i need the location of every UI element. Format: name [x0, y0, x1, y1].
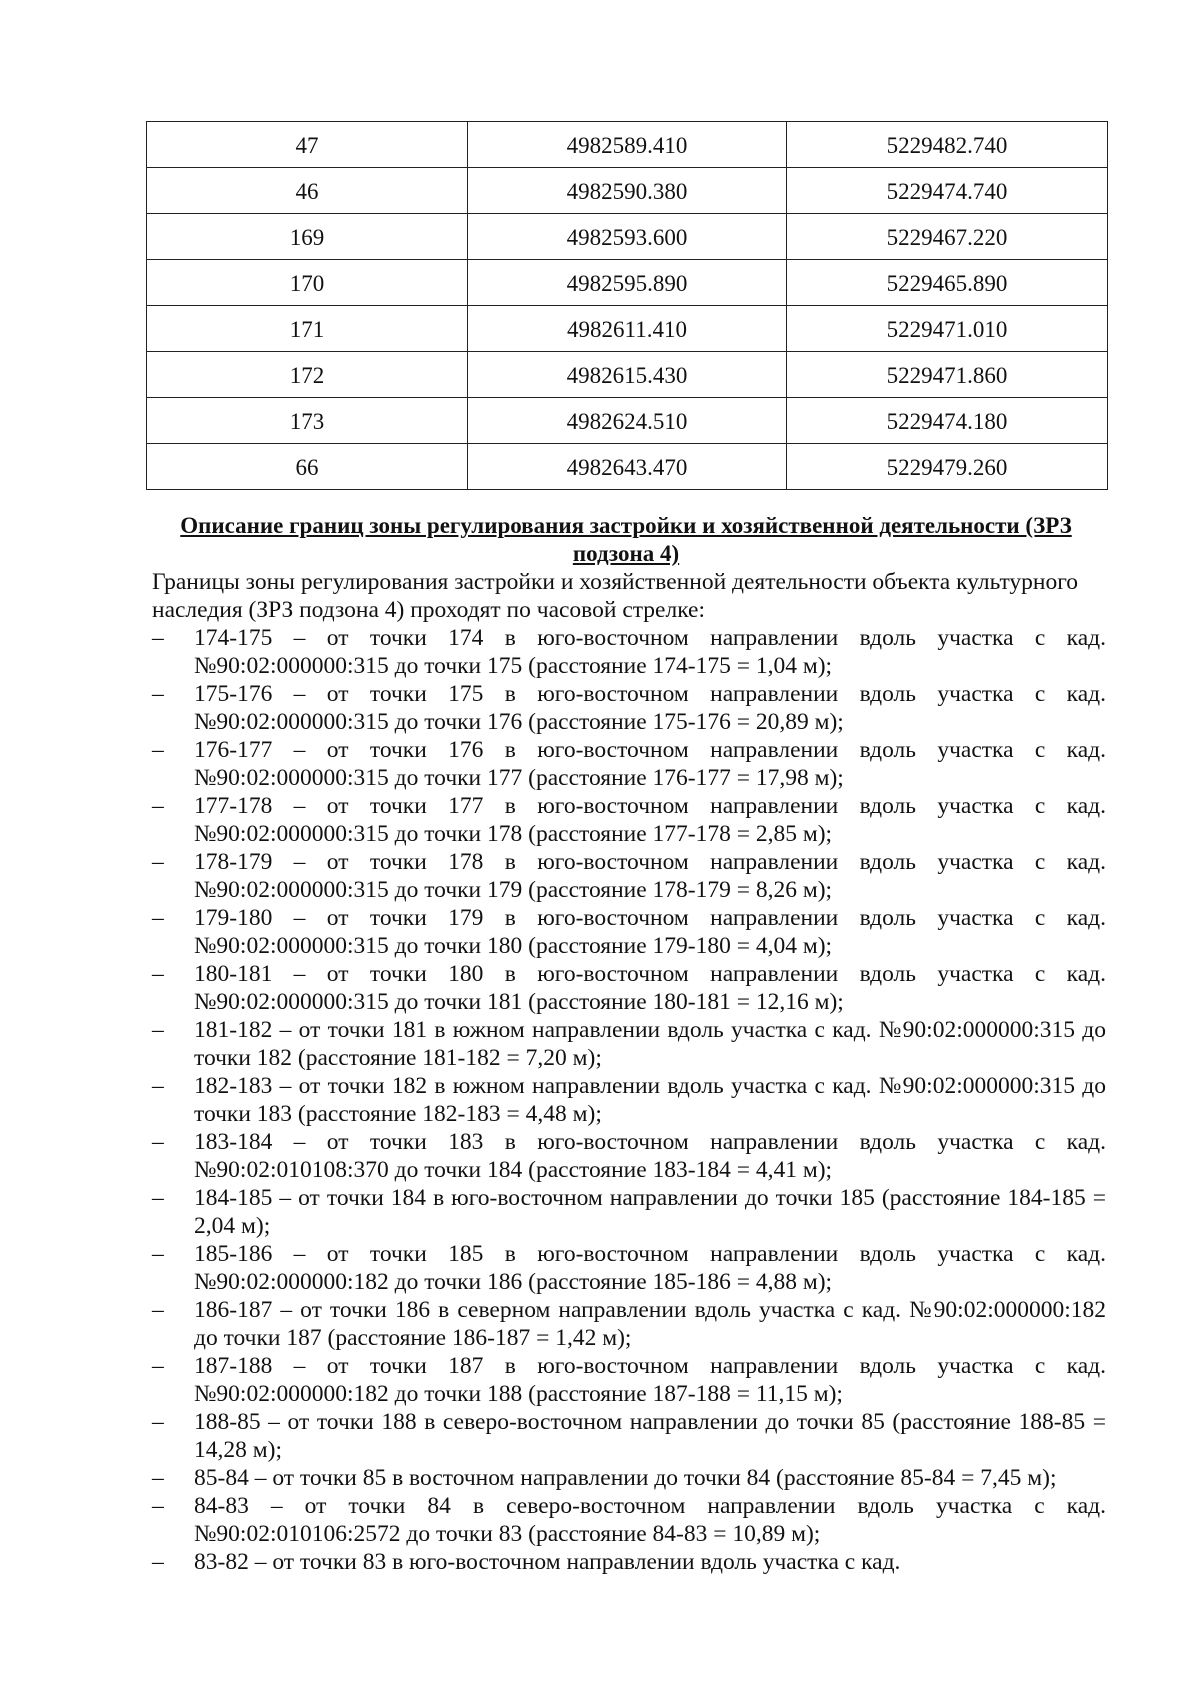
segment-text: 187-188 – от точки 187 в юго-восточном направлении вдоль участка с кад. №90:02:000000:182 до точки 188 (расстояние 187-188 = 11,15 м);	[194, 1353, 1106, 1407]
table-row	[147, 122, 1108, 168]
x-coordinate-cell: 4982615.430	[468, 352, 787, 398]
x-coordinate-cell: 4982624.510	[468, 398, 787, 444]
x-coordinate-cell: 4982595.890	[468, 260, 787, 306]
segment-text: 181-182 – от точки 181 в южном направлении вдоль участка с кад. №90:02:000000:315 до точки 182 (расстояние 181-182 = 7,20 м);	[194, 1017, 1106, 1071]
point-number-cell: 169	[147, 214, 468, 260]
list-item	[146, 1240, 1106, 1296]
point-number-cell: 47	[147, 122, 468, 168]
table-row	[147, 260, 1108, 306]
segment-text: 176-177 – от точки 176 в юго-восточном направлении вдоль участка с кад. №90:02:000000:315 до точки 177 (расстояние 176-177 = 17,98 м);	[194, 737, 1106, 791]
dash-bullet: –	[152, 1353, 164, 1379]
segment-text: 184-185 – от точки 184 в юго-восточном направлении до точки 185 (расстояние 184-185 = 2,04 м);	[194, 1185, 1106, 1239]
dash-bullet: –	[152, 793, 164, 819]
x-coordinate-cell: 4982643.470	[468, 444, 787, 490]
list-item	[146, 1016, 1106, 1072]
list-item	[146, 1352, 1106, 1408]
dash-bullet: –	[152, 1241, 164, 1267]
table-row	[147, 444, 1108, 490]
list-item	[146, 1464, 1106, 1492]
list-item	[146, 1548, 1106, 1576]
intro-paragraph: Границы зоны регулирования застройки и хозяйственной деятельности объекта культурного наследия (ЗРЗ подзона 4) проходят по часовой стрелке:	[152, 569, 1079, 623]
coordinates-table	[146, 121, 1108, 490]
list-item	[146, 1296, 1106, 1352]
segment-text: 179-180 – от точки 179 в юго-восточном направлении вдоль участка с кад. №90:02:000000:315 до точки 180 (расстояние 179-180 = 4,04 м);	[194, 905, 1106, 959]
section-heading: Описание границ зоны регулирования застройки и хозяйственной деятельности (ЗРЗ подзона 4)	[180, 513, 1072, 566]
list-item	[146, 1184, 1106, 1240]
dash-bullet: –	[152, 1129, 164, 1155]
dash-bullet: –	[152, 1409, 164, 1435]
boundary-segments-list	[146, 624, 1106, 1576]
table-row	[147, 398, 1108, 444]
dash-bullet: –	[152, 1073, 164, 1099]
segment-text: 175-176 – от точки 175 в юго-восточном направлении вдоль участка с кад. №90:02:000000:315 до точки 176 (расстояние 175-176 = 20,89 м);	[194, 681, 1106, 735]
dash-bullet: –	[152, 625, 164, 651]
segment-text: 177-178 – от точки 177 в юго-восточном направлении вдоль участка с кад. №90:02:000000:315 до точки 178 (расстояние 177-178 = 2,85 м);	[194, 793, 1106, 847]
y-coordinate-cell: 5229479.260	[787, 444, 1108, 490]
list-item	[146, 792, 1106, 848]
dash-bullet: –	[152, 1017, 164, 1043]
dash-bullet: –	[152, 1549, 164, 1575]
dash-bullet: –	[152, 905, 164, 931]
dash-bullet: –	[152, 1465, 164, 1491]
list-item	[146, 1408, 1106, 1464]
segment-text: 186-187 – от точки 186 в северном направлении вдоль участка с кад. №90:02:000000:182 до точки 187 (расстояние 186-187 = 1,42 м);	[194, 1297, 1106, 1351]
list-item	[146, 1128, 1106, 1184]
dash-bullet: –	[152, 681, 164, 707]
table-row	[147, 214, 1108, 260]
y-coordinate-cell: 5229465.890	[787, 260, 1108, 306]
point-number-cell: 66	[147, 444, 468, 490]
dash-bullet: –	[152, 1185, 164, 1211]
segment-text: 85-84 – от точки 85 в восточном направлении до точки 84 (расстояние 85-84 = 7,45 м);	[194, 1465, 1057, 1491]
x-coordinate-cell: 4982590.380	[468, 168, 787, 214]
segment-text: 83-82 – от точки 83 в юго-восточном направлении вдоль участка с кад.	[194, 1549, 901, 1575]
x-coordinate-cell: 4982593.600	[468, 214, 787, 260]
list-item	[146, 960, 1106, 1016]
segment-text: 182-183 – от точки 182 в южном направлении вдоль участка с кад. №90:02:000000:315 до точки 183 (расстояние 182-183 = 4,48 м);	[194, 1073, 1106, 1127]
list-item	[146, 1072, 1106, 1128]
list-item	[146, 624, 1106, 680]
segment-text: 180-181 – от точки 180 в юго-восточном направлении вдоль участка с кад. №90:02:000000:315 до точки 181 (расстояние 180-181 = 12,16 м);	[194, 961, 1106, 1015]
dash-bullet: –	[152, 737, 164, 763]
segment-text: 188-85 – от точки 188 в северо-восточном направлении до точки 85 (расстояние 188-85 = 14,28 м);	[194, 1409, 1106, 1463]
y-coordinate-cell: 5229471.010	[787, 306, 1108, 352]
list-item	[146, 680, 1106, 736]
table-row	[147, 306, 1108, 352]
dash-bullet: –	[152, 1493, 164, 1519]
segment-text: 174-175 – от точки 174 в юго-восточном направлении вдоль участка с кад. №90:02:000000:315 до точки 175 (расстояние 174-175 = 1,04 м);	[194, 625, 1106, 679]
segment-text: 178-179 – от точки 178 в юго-восточном направлении вдоль участка с кад. №90:02:000000:315 до точки 179 (расстояние 178-179 = 8,26 м);	[194, 849, 1106, 903]
list-item	[146, 736, 1106, 792]
y-coordinate-cell: 5229482.740	[787, 122, 1108, 168]
y-coordinate-cell: 5229474.740	[787, 168, 1108, 214]
dash-bullet: –	[152, 961, 164, 987]
segment-text: 84-83 – от точки 84 в северо-восточном направлении вдоль участка с кад. №90:02:010106:2572 до точки 83 (расстояние 84-83 = 10,89 м);	[194, 1493, 1106, 1547]
point-number-cell: 172	[147, 352, 468, 398]
y-coordinate-cell: 5229467.220	[787, 214, 1108, 260]
table-row	[147, 168, 1108, 214]
y-coordinate-cell: 5229474.180	[787, 398, 1108, 444]
segment-text: 185-186 – от точки 185 в юго-восточном направлении вдоль участка с кад. №90:02:000000:182 до точки 186 (расстояние 185-186 = 4,88 м);	[194, 1241, 1106, 1295]
segment-text: 183-184 – от точки 183 в юго-восточном направлении вдоль участка с кад. №90:02:010108:370 до точки 184 (расстояние 183-184 = 4,41 м);	[194, 1129, 1106, 1183]
table-row	[147, 352, 1108, 398]
list-item	[146, 1492, 1106, 1548]
x-coordinate-cell: 4982611.410	[468, 306, 787, 352]
point-number-cell: 46	[147, 168, 468, 214]
x-coordinate-cell: 4982589.410	[468, 122, 787, 168]
y-coordinate-cell: 5229471.860	[787, 352, 1108, 398]
point-number-cell: 170	[147, 260, 468, 306]
dash-bullet: –	[152, 849, 164, 875]
list-item	[146, 848, 1106, 904]
point-number-cell: 173	[147, 398, 468, 444]
dash-bullet: –	[152, 1297, 164, 1323]
point-number-cell: 171	[147, 306, 468, 352]
list-item	[146, 904, 1106, 960]
